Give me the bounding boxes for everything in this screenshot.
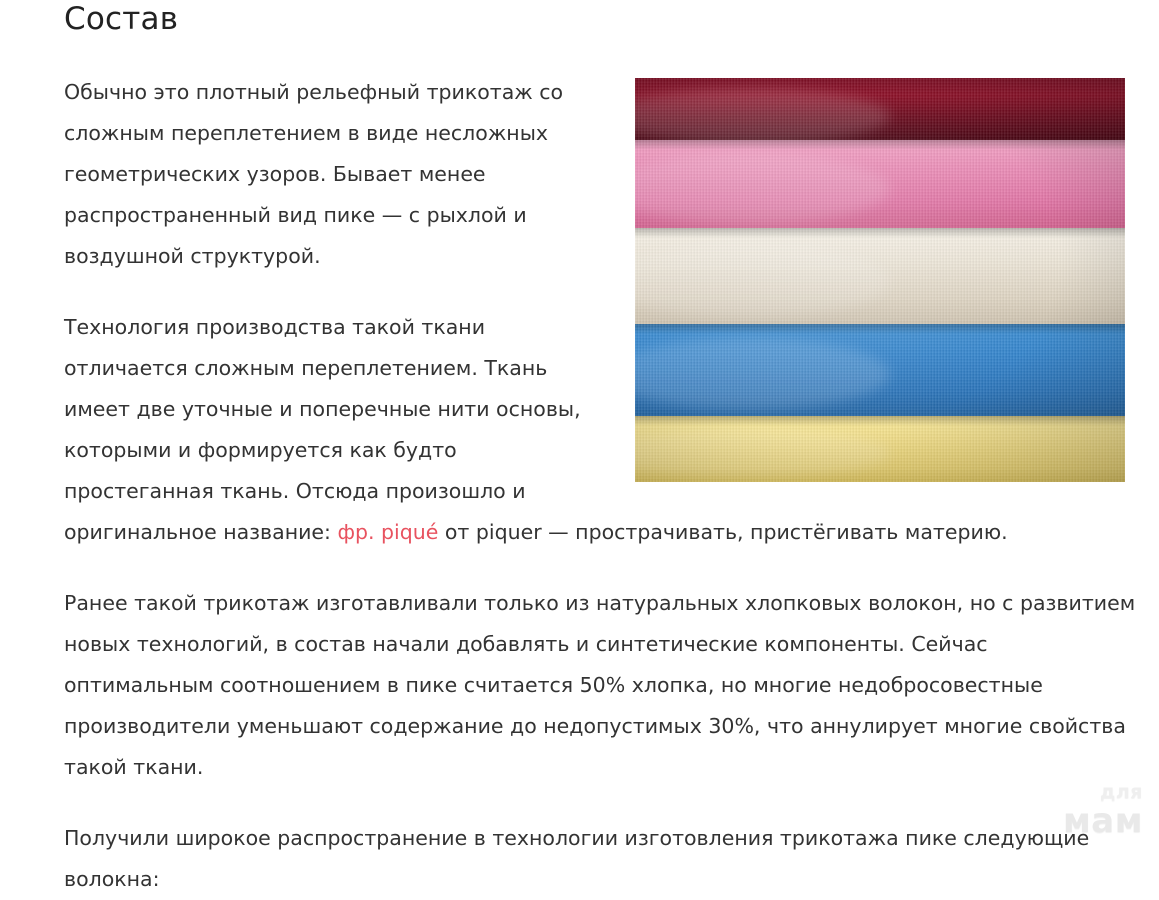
watermark-line-2: мам [1062, 801, 1143, 841]
yellow-fabric-layer [635, 416, 1125, 482]
paragraph-2-lead: Технология производства такой ткани отличается сложным переплетением. Ткань имеет две уточные и поперечные нити основы, которыми и формируется как будто простеганная ткань. Отсюда произошло и оригинальное название: [64, 315, 581, 544]
pink-fabric-layer [635, 140, 1125, 228]
article-body [64, 72, 1139, 900]
paragraph-2-accent-term: фр. piqué [337, 520, 439, 544]
paragraph-2-tail: от piquer — прострачивать, пристёгивать материю. [438, 520, 1008, 544]
paragraph-4: Получили широкое распространение в технологии изготовления трикотажа пике следующие волокна: [64, 826, 1090, 891]
cream-fabric-layer [635, 228, 1125, 324]
blue-fabric-layer [635, 324, 1125, 416]
paragraph-1: Обычно это плотный рельефный трикотаж со сложным переплетением в виде несложных геометрических узоров. Бывает менее распространенный вид пике — с рыхлой и воздушной структурой. [64, 80, 564, 268]
bordeaux-fabric-layer [635, 78, 1125, 140]
page-title: Состав [64, 1, 179, 37]
watermark-line-1: для [1100, 781, 1143, 803]
fabric-stack-graphic [635, 78, 1125, 482]
fabric-stack-image [635, 78, 1125, 482]
paragraph-3: Ранее такой трикотаж изготавливали только из натуральных хлопковых волокон, но с развитием новых технологий, в состав начали добавлять и синтетические компоненты. Сейчас оптимальным соотношением в пике считается 50% хлопка, но многие недобросовестные производители уменьшают содержание до недопустимых 30%, что аннулирует многие свойства такой ткани. [64, 591, 1136, 779]
